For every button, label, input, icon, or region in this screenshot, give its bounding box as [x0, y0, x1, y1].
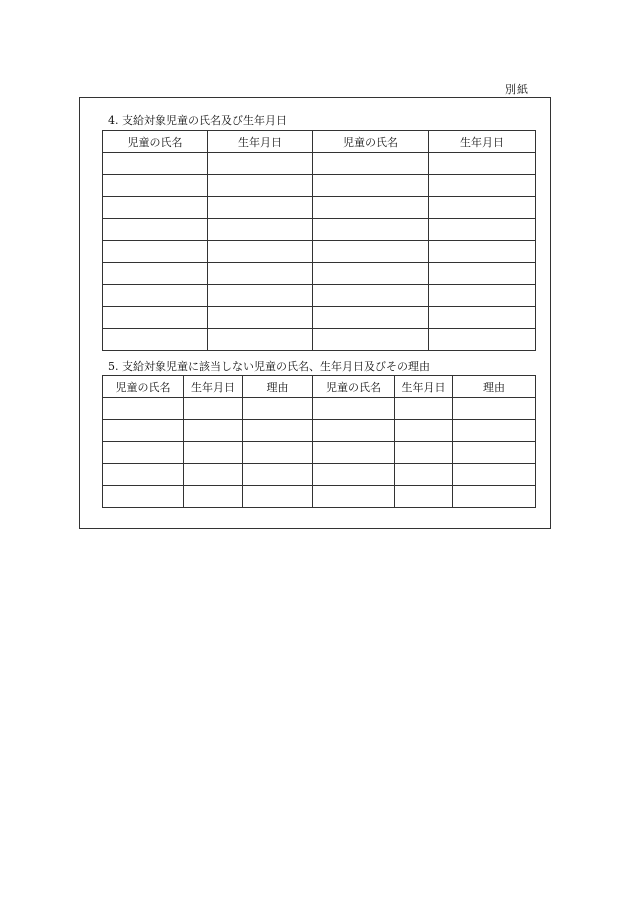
section5-header-birthdate: 生年月日: [395, 376, 453, 398]
section4-cell[interactable]: [103, 263, 208, 285]
section4-table-body: [103, 153, 536, 351]
section4-cell[interactable]: [429, 197, 536, 219]
section5-cell[interactable]: [243, 486, 313, 508]
section4-title: 4. 支給対象児童の氏名及び生年月日: [108, 114, 287, 127]
section4-cell[interactable]: [429, 241, 536, 263]
section4-cell[interactable]: [208, 329, 313, 351]
section5-cell[interactable]: [395, 486, 453, 508]
section4-cell[interactable]: [429, 153, 536, 175]
section4-header-birthdate: 生年月日: [429, 131, 536, 153]
table-row: [103, 153, 536, 175]
section5-cell[interactable]: [103, 398, 184, 420]
section5-cell[interactable]: [184, 420, 243, 442]
section4-cell[interactable]: [429, 285, 536, 307]
section4-cell[interactable]: [103, 285, 208, 307]
section4-cell[interactable]: [208, 307, 313, 329]
table-row: [103, 285, 536, 307]
section4-table: [102, 130, 536, 351]
section4-header-row: [103, 131, 536, 153]
section4-cell[interactable]: [429, 263, 536, 285]
section4-cell[interactable]: [313, 175, 429, 197]
section5-cell[interactable]: [395, 398, 453, 420]
section5-header-row: [103, 376, 536, 398]
section5-table-body: [103, 398, 536, 508]
section5-cell[interactable]: [184, 486, 243, 508]
section5-cell[interactable]: [243, 442, 313, 464]
section5-cell[interactable]: [395, 464, 453, 486]
section5-cell[interactable]: [243, 398, 313, 420]
section4-cell[interactable]: [103, 307, 208, 329]
table-row: [103, 442, 536, 464]
section5-cell[interactable]: [395, 420, 453, 442]
section4-cell[interactable]: [208, 285, 313, 307]
section5-title: 5. 支給対象児童に該当しない児童の氏名、生年月日及びその理由: [108, 360, 430, 373]
section5-header-reason: 理由: [453, 376, 536, 398]
section4-cell[interactable]: [208, 197, 313, 219]
table-row: [103, 241, 536, 263]
section4-cell[interactable]: [429, 175, 536, 197]
table-row: [103, 420, 536, 442]
section4-cell[interactable]: [103, 219, 208, 241]
table-row: [103, 175, 536, 197]
section5-cell[interactable]: [313, 442, 395, 464]
section4-header-child-name: 児童の氏名: [313, 131, 429, 153]
section5-cell[interactable]: [184, 442, 243, 464]
section4-cell[interactable]: [313, 241, 429, 263]
section5-cell[interactable]: [453, 464, 536, 486]
table-row: [103, 197, 536, 219]
table-row: [103, 464, 536, 486]
section5-cell[interactable]: [243, 464, 313, 486]
section5-cell[interactable]: [184, 464, 243, 486]
table-row: [103, 486, 536, 508]
section4-cell[interactable]: [313, 219, 429, 241]
section5-cell[interactable]: [395, 442, 453, 464]
section5-cell[interactable]: [453, 420, 536, 442]
section4-cell[interactable]: [313, 263, 429, 285]
attachment-label: 別紙: [505, 83, 529, 96]
section4-cell[interactable]: [103, 329, 208, 351]
section4-cell[interactable]: [208, 175, 313, 197]
section4-cell[interactable]: [103, 153, 208, 175]
section4-cell[interactable]: [429, 329, 536, 351]
section5-header-child-name: 児童の氏名: [103, 376, 184, 398]
section5-header-reason: 理由: [243, 376, 313, 398]
section5-table: [102, 375, 536, 508]
section5-header-child-name: 児童の氏名: [313, 376, 395, 398]
section5-cell[interactable]: [313, 486, 395, 508]
section4-cell[interactable]: [208, 241, 313, 263]
section5-cell[interactable]: [313, 420, 395, 442]
section4-cell[interactable]: [313, 197, 429, 219]
table-row: [103, 307, 536, 329]
section5-cell[interactable]: [453, 398, 536, 420]
table-row: [103, 329, 536, 351]
section5-cell[interactable]: [453, 486, 536, 508]
section4-cell[interactable]: [313, 153, 429, 175]
section5-cell[interactable]: [313, 398, 395, 420]
section4-header-birthdate: 生年月日: [208, 131, 313, 153]
section4-cell[interactable]: [208, 153, 313, 175]
section5-cell[interactable]: [243, 420, 313, 442]
section5-cell[interactable]: [184, 398, 243, 420]
section4-cell[interactable]: [429, 307, 536, 329]
section4-cell[interactable]: [103, 197, 208, 219]
section5-cell[interactable]: [313, 464, 395, 486]
section5-cell[interactable]: [453, 442, 536, 464]
section4-cell[interactable]: [103, 241, 208, 263]
section5-cell[interactable]: [103, 464, 184, 486]
section4-cell[interactable]: [313, 285, 429, 307]
table-row: [103, 263, 536, 285]
section5-cell[interactable]: [103, 442, 184, 464]
table-row: [103, 398, 536, 420]
section5-cell[interactable]: [103, 420, 184, 442]
section4-cell[interactable]: [208, 219, 313, 241]
section4-cell[interactable]: [313, 307, 429, 329]
section4-cell[interactable]: [313, 329, 429, 351]
section4-header-child-name: 児童の氏名: [103, 131, 208, 153]
table-row: [103, 219, 536, 241]
section5-cell[interactable]: [103, 486, 184, 508]
section4-cell[interactable]: [429, 219, 536, 241]
section4-cell[interactable]: [208, 263, 313, 285]
section4-cell[interactable]: [103, 175, 208, 197]
section5-header-birthdate: 生年月日: [184, 376, 243, 398]
